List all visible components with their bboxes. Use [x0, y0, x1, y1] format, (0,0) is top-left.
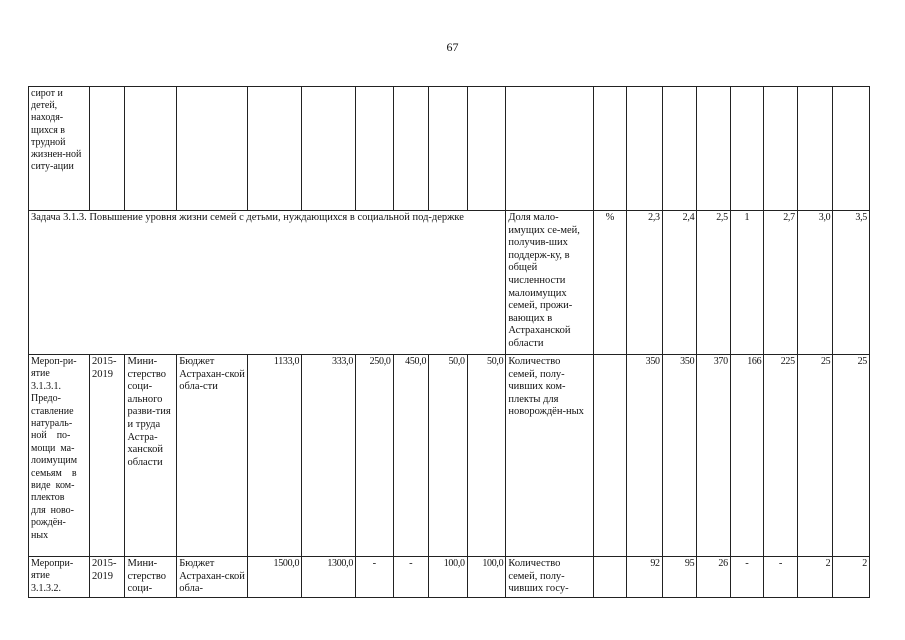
unit-cell	[593, 355, 627, 557]
value-cell: 166	[730, 355, 764, 557]
value-cell: -	[764, 557, 798, 598]
task-title: Задача 3.1.3. Повышение уровня жизни семей с детьми, нуждающихся в социальной под-держке	[29, 211, 506, 355]
value-cell: 225	[764, 355, 798, 557]
value-cell: 2,5	[697, 211, 731, 355]
value-cell: 350	[662, 355, 697, 557]
finance-cell: 50,0	[429, 355, 468, 557]
value-cell: 92	[627, 557, 663, 598]
value-cell: 2,3	[627, 211, 663, 355]
finance-cell: -	[393, 557, 429, 598]
table-row	[29, 87, 870, 211]
value-cell: 1	[730, 211, 764, 355]
finance-cell: 100,0	[429, 557, 468, 598]
value-cell: 2	[797, 557, 833, 598]
executor-cell: Мини-стерство соци-ального разви-тия и труда Астра-ханской области	[125, 355, 177, 557]
value-cell: 26	[697, 557, 731, 598]
value-cell: -	[730, 557, 764, 598]
value-cell: 3,5	[833, 211, 870, 355]
measure-name-cell: Меропри- ятие 3.1.3.2.	[29, 557, 90, 598]
source-cell: Бюджет Астрахан-ской обла-	[177, 557, 248, 598]
finance-cell: 333,0	[302, 355, 356, 557]
measure-name-cell: сирот и детей, находя-щихся в трудной жизнен-ной ситу-ации	[29, 87, 90, 211]
finance-cell: 50,0	[467, 355, 506, 557]
table-row	[29, 557, 870, 598]
unit-cell	[593, 557, 627, 598]
value-cell: 95	[662, 557, 697, 598]
finance-cell: 100,0	[467, 557, 506, 598]
finance-cell: 250,0	[356, 355, 394, 557]
finance-cell: -	[356, 557, 394, 598]
finance-cell: 1500,0	[248, 557, 302, 598]
executor-cell: Мини-стерство соци-	[125, 557, 177, 598]
finance-cell: 1133,0	[248, 355, 302, 557]
value-cell: 370	[697, 355, 731, 557]
value-cell: 25	[797, 355, 833, 557]
source-cell: Бюджет Астрахан-ской обла-сти	[177, 355, 248, 557]
finance-cell: 1300,0	[302, 557, 356, 598]
unit-cell: %	[593, 211, 627, 355]
finance-cell: 450,0	[393, 355, 429, 557]
measure-name-cell: Мероп-ри- ятие 3.1.3.1. Предо- ставление натураль- ной по- мощи ма- лоимущим семьям в виде ком- плектов для ново- рождён- ных	[29, 355, 90, 557]
table-row	[29, 355, 870, 557]
indicator-cell: Количество семей, полу-чивших госу-	[506, 557, 593, 598]
page-number: 67	[446, 40, 459, 54]
table-row	[29, 211, 870, 355]
value-cell: 2,7	[764, 211, 798, 355]
period-cell: 2015-2019	[89, 557, 125, 598]
indicator-cell: Доля мало-имущих се-мей, получив-ших поддерж-ку, в общей численности малоимущих семей, прожи-вающих в Астраханской области	[506, 211, 593, 355]
period-cell: 2015-2019	[89, 355, 125, 557]
indicator-cell: Количество семей, полу-чивших ком-плекты для новорождён-ных	[506, 355, 593, 557]
value-cell: 3,0	[797, 211, 833, 355]
value-cell: 2	[833, 557, 870, 598]
value-cell: 350	[627, 355, 663, 557]
program-table	[28, 86, 870, 598]
value-cell: 25	[833, 355, 870, 557]
value-cell: 2,4	[662, 211, 697, 355]
